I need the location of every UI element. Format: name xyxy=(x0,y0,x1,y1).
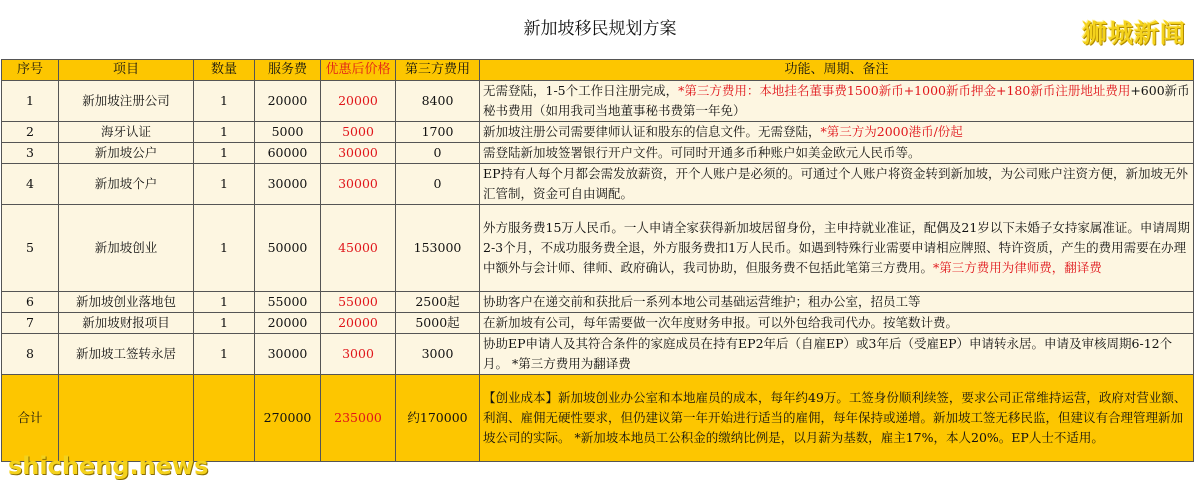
header-seq: 序号 xyxy=(2,60,59,81)
row-desc-text: 协助客户在递交前和获批后一系列本地公司基础运营维护；租办公室，招员工等 xyxy=(483,294,921,309)
header-qty: 数量 xyxy=(194,60,255,81)
header-item: 项目 xyxy=(59,60,194,81)
header-row xyxy=(2,60,1194,81)
row-desc xyxy=(480,81,1194,122)
row-seq: 3 xyxy=(2,143,59,164)
row-discount: 5000 xyxy=(321,122,396,143)
row-desc xyxy=(480,143,1194,164)
row-seq: 7 xyxy=(2,313,59,334)
row-third: 153000 xyxy=(396,205,480,292)
row-discount: 20000 xyxy=(321,313,396,334)
table-row xyxy=(2,334,1194,375)
row-item: 新加坡创业落地包 xyxy=(59,292,194,313)
table-row xyxy=(2,205,1194,292)
row-qty: 1 xyxy=(194,81,255,122)
row-fee: 60000 xyxy=(255,143,321,164)
total-row xyxy=(2,375,1194,462)
row-qty: 1 xyxy=(194,122,255,143)
header-fee: 服务费 xyxy=(255,60,321,81)
row-desc xyxy=(480,313,1194,334)
table-row xyxy=(2,143,1194,164)
total-fee: 270000 xyxy=(255,375,321,462)
row-desc-red: *第三方费用：本地挂名董事费1500新币+1000新币押金+180新币注册地址费用 xyxy=(678,83,1131,98)
total-label: 合计 xyxy=(2,375,59,462)
row-discount: 20000 xyxy=(321,81,396,122)
row-fee: 55000 xyxy=(255,292,321,313)
row-third: 2500起 xyxy=(396,292,480,313)
row-fee: 30000 xyxy=(255,164,321,205)
row-desc-text: 需登陆新加坡签署银行开户文件。可同时开通多币种账户如美金欧元人民币等。 xyxy=(483,145,921,160)
row-seq: 5 xyxy=(2,205,59,292)
total-item-empty xyxy=(59,375,194,462)
row-item: 新加坡创业 xyxy=(59,205,194,292)
table-row xyxy=(2,122,1194,143)
row-item: 新加坡个户 xyxy=(59,164,194,205)
row-fee: 50000 xyxy=(255,205,321,292)
row-item: 新加坡工签转永居 xyxy=(59,334,194,375)
row-discount: 3000 xyxy=(321,334,396,375)
row-qty: 1 xyxy=(194,143,255,164)
row-third: 8400 xyxy=(396,81,480,122)
row-qty: 1 xyxy=(194,334,255,375)
total-qty-empty xyxy=(194,375,255,462)
row-discount: 30000 xyxy=(321,143,396,164)
row-discount: 55000 xyxy=(321,292,396,313)
row-item: 新加坡注册公司 xyxy=(59,81,194,122)
row-desc-text: 外方服务费15万人民币。一人申请全家获得新加坡居留身份，主申持就业准证，配偶及21岁以下未婚子女持家属准证。申请周期2-3个月，不成功服务费全退，外方服务费扣1万人民币。如遇到特殊行业需要申请相应牌照、特许资质，产生的费用需要在办理中额外与会计师、律师、政府确认，我司协助，但服务费不包括此笔第三方费用。 xyxy=(483,220,1190,275)
site-logo: 狮城新闻 xyxy=(1081,19,1186,48)
header-third: 第三方费用 xyxy=(396,60,480,81)
table-row xyxy=(2,292,1194,313)
row-fee: 20000 xyxy=(255,313,321,334)
row-discount: 45000 xyxy=(321,205,396,292)
row-item: 新加坡财报项目 xyxy=(59,313,194,334)
row-third: 0 xyxy=(396,164,480,205)
row-qty: 1 xyxy=(194,313,255,334)
row-third: 1700 xyxy=(396,122,480,143)
row-discount: 30000 xyxy=(321,164,396,205)
page-title: 新加坡移民规划方案 xyxy=(523,19,677,39)
row-fee: 30000 xyxy=(255,334,321,375)
header-discount: 优惠后价格 xyxy=(321,60,396,81)
plan-table xyxy=(1,59,1194,462)
row-qty: 1 xyxy=(194,292,255,313)
row-desc-red: *第三方为2000港币/份起 xyxy=(820,124,963,139)
row-third: 3000 xyxy=(396,334,480,375)
row-seq: 4 xyxy=(2,164,59,205)
row-desc xyxy=(480,205,1194,292)
row-third: 5000起 xyxy=(396,313,480,334)
row-seq: 6 xyxy=(2,292,59,313)
row-desc-text: 协助EP申请人及其符合条件的家庭成员在持有EP2年后（自雇EP）或3年后（受雇EP）申请转永居。申请及审核周期6-12个月。 *第三方费用为翻译费 xyxy=(483,336,1173,371)
header-desc: 功能、周期、备注 xyxy=(480,60,1194,81)
row-desc-text: EP持有人每个月都会需发放薪资，开个人账户是必须的。可通过个人账户将资金转到新加坡，为公司账户注资方便，新加坡无外汇管制，资金可自由调配。 xyxy=(483,166,1189,201)
row-fee: 5000 xyxy=(255,122,321,143)
row-qty: 1 xyxy=(194,205,255,292)
row-qty: 1 xyxy=(194,164,255,205)
row-seq: 2 xyxy=(2,122,59,143)
total-third: 约170000 xyxy=(396,375,480,462)
total-desc: 【创业成本】新加坡创业办公室和本地雇员的成本，每年约49万。工签身份顺利续签，要求公司正常维持运营，政府对营业额、利润、雇佣无硬性要求，但仍建议第一年开始进行适当的雇佣，每年保持或递增。新加坡工签无移民监，但建议有合理管理新加坡公司的实际。 *新加坡本地员工公积金的缴纳比例是，以月薪为基数，雇主17%，本人20%。EP人士不适用。 xyxy=(480,375,1194,462)
row-item: 海牙认证 xyxy=(59,122,194,143)
row-desc-tail: +600新币秘书费用（如用我司当地董事秘书费第一年免） xyxy=(483,83,1190,118)
total-discount: 235000 xyxy=(321,375,396,462)
row-third: 0 xyxy=(396,143,480,164)
row-desc xyxy=(480,334,1194,375)
row-desc-text: 在新加坡有公司，每年需要做一次年度财务申报。可以外包给我司代办。按笔数计费。 xyxy=(483,315,959,330)
row-desc-red: *第三方费用为律师费，翻译费 xyxy=(933,260,1102,275)
row-seq: 1 xyxy=(2,81,59,122)
table-row xyxy=(2,313,1194,334)
table-row xyxy=(2,81,1194,122)
row-fee: 20000 xyxy=(255,81,321,122)
table-row xyxy=(2,164,1194,205)
row-desc-text: 新加坡注册公司需要律师认证和股东的信息文件。无需登陆， xyxy=(483,124,821,139)
row-seq: 8 xyxy=(2,334,59,375)
row-desc-text: 无需登陆，1-5个工作日注册完成， xyxy=(483,83,679,98)
row-item: 新加坡公户 xyxy=(59,143,194,164)
row-desc xyxy=(480,292,1194,313)
row-desc xyxy=(480,164,1194,205)
watermark: shicheng.news xyxy=(8,452,209,480)
row-desc xyxy=(480,122,1194,143)
